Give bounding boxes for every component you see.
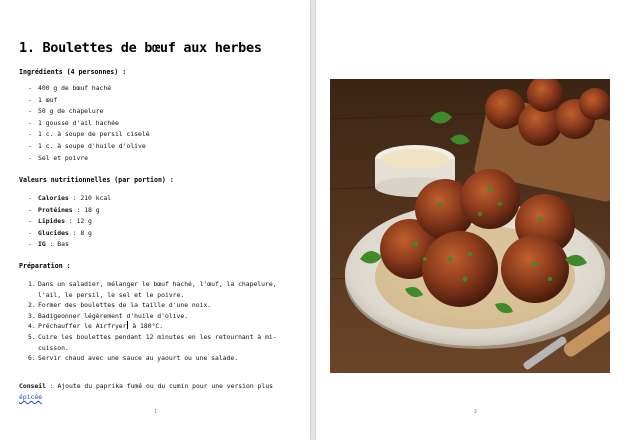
list-item: 2. Former des boulettes de la taille d'une noix. xyxy=(28,301,212,310)
list-item: - Lipides : 12 g xyxy=(28,216,111,228)
nutrition-heading: Valeurs nutritionnelles (par portion) : xyxy=(19,176,174,184)
list-item: - 1 œuf xyxy=(28,95,150,107)
nutrition-value: 210 kcal xyxy=(80,194,112,202)
list-item: - 1 c. à soupe de persil ciselé xyxy=(28,129,150,141)
page-number: 2 xyxy=(474,409,478,415)
step-text: Badigeonner légèrement d'huile d'olive. xyxy=(38,311,189,320)
list-item: - 1 c. à soupe d'huile d'olive xyxy=(28,141,150,153)
nutrition-label: Glucides xyxy=(38,228,69,237)
misspelled-word[interactable]: épicée xyxy=(19,393,43,401)
document-page-2[interactable] xyxy=(316,0,627,440)
list-item: 6. Servir chaud avec une sauce au yaourt ou une salade. xyxy=(28,354,239,363)
recipe-title: 1. Boulettes de bœuf aux herbes xyxy=(19,40,262,56)
list-item: - Glucides : 8 g xyxy=(28,228,111,240)
preparation-steps xyxy=(28,279,290,364)
meatballs-photo[interactable] xyxy=(330,79,610,373)
list-item: - 50 g de chapelure xyxy=(28,106,150,118)
preparation-heading: Préparation : xyxy=(19,262,71,270)
nutrition-value: Bas xyxy=(57,240,69,249)
list-item: 3. Badigeonner légèrement d'huile d'olive. xyxy=(28,311,189,320)
nutrition-label: Calories xyxy=(38,194,69,202)
tip-text: : Ajoute du paprika fumé ou du cumin pour une version plus xyxy=(45,382,273,390)
nutrition-label: IG xyxy=(38,240,46,249)
list-item: - Protéines : 18 g xyxy=(28,205,111,217)
meatballs-illustration xyxy=(330,79,610,373)
list-item: - Calories : 210 kcal xyxy=(28,193,111,205)
page-number: 1 xyxy=(154,409,158,415)
step-text: Cuire les boulettes pendant 12 minutes en les retournant à mi-cuisson. xyxy=(38,332,277,352)
list-item: - IG : Bas xyxy=(28,239,111,251)
step-text: Dans un saladier, mélanger le bœuf haché, l'œuf, la chapelure, l'ail, le persil, le sel et le poivre. xyxy=(38,280,277,299)
nutrition-list xyxy=(28,193,111,251)
list-item: 1. Dans un saladier, mélanger le bœuf haché, l'œuf, la chapelure, l'ail, le persil, le sel et le poivre. xyxy=(28,280,277,299)
list-item: 5. Cuire les boulettes pendant 12 minutes en les retournant à mi-cuisson. xyxy=(28,332,277,352)
list-item: - 400 g de bœuf haché xyxy=(28,83,150,95)
step-text: Servir chaud avec une sauce au yaourt ou une salade. xyxy=(38,354,239,363)
nutrition-label: Lipides xyxy=(38,217,65,226)
step-text-before-cursor: Préchauffer le Airfryer xyxy=(38,322,127,331)
ingredients-list xyxy=(28,83,150,164)
nutrition-value: 8 g xyxy=(80,228,92,237)
document-page-1[interactable] xyxy=(0,0,310,440)
list-item: - Sel et poivre xyxy=(28,153,150,165)
tip-label: Conseil xyxy=(19,382,46,390)
tip-paragraph xyxy=(19,381,294,403)
step-text-after-cursor: à 180°C. xyxy=(128,322,164,331)
nutrition-value: 18 g xyxy=(84,205,100,214)
list-item: 4. Préchauffer le Airfryer à 180°C. xyxy=(28,322,164,331)
nutrition-label: Protéines xyxy=(38,205,73,214)
step-text: Former des boulettes de la taille d'une noix. xyxy=(38,301,212,310)
nutrition-value: 12 g xyxy=(76,217,92,226)
list-item: - 1 gousse d'ail hachée xyxy=(28,118,150,130)
ingredients-heading: Ingrédients (4 personnes) : xyxy=(19,68,127,76)
